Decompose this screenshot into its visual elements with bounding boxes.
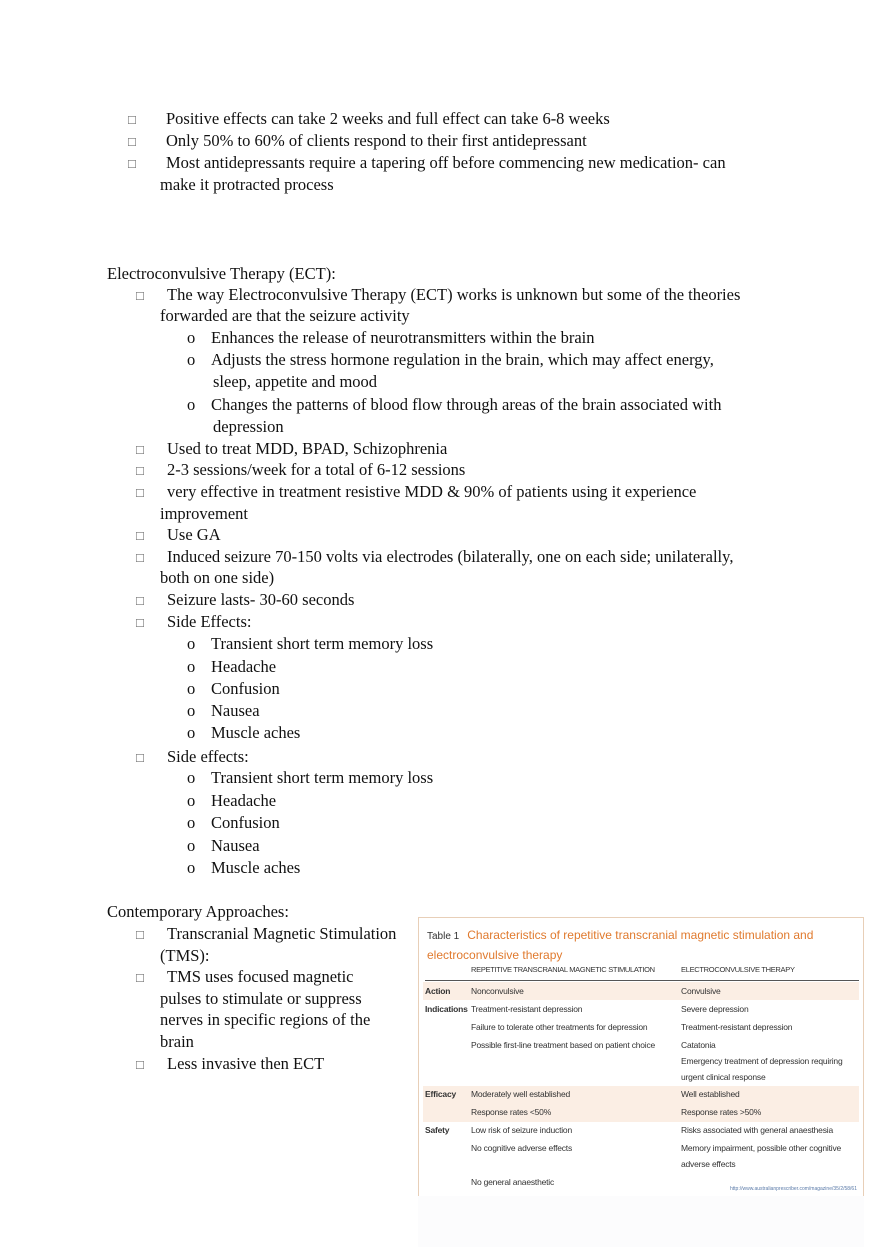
table-cell: urgent clinical response [681,1072,766,1082]
bullet-icon: ☐ [135,530,145,543]
bullet-icon: ☐ [135,972,145,985]
bullet-icon: ☐ [135,487,145,500]
bullet-icon: ☐ [135,595,145,608]
sub-bullet-icon: o [187,791,196,810]
sub-list-item: Nausea [211,836,260,855]
sub-bullet-icon: o [187,395,196,414]
row-label-action: Action [425,986,451,996]
row-label-indications: Indications [425,1004,468,1014]
table-title-line-1: Characteristics of repetitive transcranial magnetic stimulation and [467,928,814,942]
table-cell: Memory impairment, possible other cognitive [681,1143,842,1153]
table-cell: Possible first-line treatment based on patient choice [471,1040,656,1050]
table-cell: Response rates <50% [471,1107,552,1117]
bullet-icon: ☐ [135,1059,145,1072]
sub-list-item: Transient short term memory loss [211,768,434,787]
table-cell: Nonconvulsive [471,986,524,996]
list-item: TMS uses focused magnetic [167,967,354,986]
bullet-icon: ☐ [127,158,137,171]
table-cell: Well established [681,1089,740,1099]
comparison-table-image [418,917,864,1197]
sub-list-item: Headache [211,657,277,676]
sub-bullet-icon: o [187,768,196,787]
sub-bullet-icon: o [187,858,196,877]
list-item-continuation: nerves in specific regions of the [160,1010,371,1029]
list-item: 2-3 sessions/week for a total of 6-12 sessions [167,460,466,479]
list-item: Seizure lasts- 30-60 seconds [167,590,355,609]
section-heading: Contemporary Approaches: [107,902,289,921]
sub-list-item-continuation: sleep, appetite and mood [213,372,378,391]
list-item: The way Electroconvulsive Therapy (ECT) works is unknown but some of the theories [167,285,741,304]
list-item: Used to treat MDD, BPAD, Schizophrenia [167,439,448,458]
bullet-icon: ☐ [135,617,145,630]
sub-bullet-icon: o [187,813,196,832]
sub-bullet-icon: o [187,350,196,369]
list-item: Transcranial Magnetic Stimulation [167,924,397,943]
list-item: Most antidepressants require a tapering off before commencing new medication- can [166,153,726,172]
sub-bullet-icon: o [187,701,196,720]
image-bottom-margin [418,1196,864,1247]
sub-list-item: Adjusts the stress hormone regulation in the brain, which may affect energy, [211,350,714,369]
source-link[interactable]: http://www.australianprescriber.com/magazine/35/2/58/61 [729,1186,857,1192]
table-cell: No general anaesthetic [471,1177,555,1187]
list-item: Positive effects can take 2 weeks and full effect can take 6-8 weeks [166,109,610,128]
sub-list-item: Confusion [211,813,280,832]
list-item: very effective in treatment resistive MDD & 90% of patients using it experience [167,482,697,501]
list-item: Side effects: [167,747,249,766]
table-cell: Response rates >50% [681,1107,762,1117]
row-label-safety: Safety [425,1125,450,1135]
sub-bullet-icon: o [187,723,196,742]
sub-list-item: Muscle aches [211,723,301,742]
sub-bullet-icon: o [187,679,196,698]
bullet-icon: ☐ [135,465,145,478]
list-item: Induced seizure 70-150 volts via electrodes (bilaterally, one on each side; unilaterally, [167,547,734,566]
list-item-continuation: (TMS): [160,946,210,965]
bullet-icon: ☐ [127,136,137,149]
list-item: Only 50% to 60% of clients respond to their first antidepressant [166,131,587,150]
table-cell: Low risk of seizure induction [471,1125,572,1135]
column-header-rtms: REPETITIVE TRANSCRANIAL MAGNETIC STIMULATION [471,965,655,974]
column-header-ect: ELECTROCONVULSIVE THERAPY [681,965,795,974]
section-heading: Electroconvulsive Therapy (ECT): [107,264,336,283]
sub-list-item-continuation: depression [213,417,284,436]
table-cell: Emergency treatment of depression requiring [681,1056,843,1066]
sub-bullet-icon: o [187,657,196,676]
table-title-line-2: electroconvulsive therapy [427,948,563,962]
list-item: Side Effects: [167,612,252,631]
table-cell: Moderately well established [471,1089,571,1099]
sub-list-item: Nausea [211,701,260,720]
bullet-icon: ☐ [135,444,145,457]
list-item: Less invasive then ECT [167,1054,325,1073]
list-item-continuation: forwarded are that the seizure activity [160,306,410,325]
bullet-icon: ☐ [135,290,145,303]
list-item-continuation: brain [160,1032,194,1051]
table-cell: Failure to tolerate other treatments for depression [471,1022,648,1032]
bullet-icon: ☐ [135,552,145,565]
table-cell: Convulsive [681,986,721,996]
row-label-efficacy: Efficacy [425,1089,457,1099]
sub-list-item: Confusion [211,679,280,698]
bullet-icon: ☐ [127,114,137,127]
list-item-continuation: make it protracted process [160,175,334,194]
bullet-icon: ☐ [135,929,145,942]
header-rule [425,980,859,981]
list-item-continuation: improvement [160,504,248,523]
table-cell: Severe depression [681,1004,749,1014]
sub-list-item: Changes the patterns of blood flow through areas of the brain associated with [211,395,722,414]
sub-list-item: Transient short term memory loss [211,634,434,653]
table-cell: Treatment-resistant depression [681,1022,793,1032]
list-item-continuation: both on one side) [160,568,275,587]
sub-bullet-icon: o [187,634,196,653]
table-cell: Risks associated with general anaesthesia [681,1125,833,1135]
sub-list-item: Headache [211,791,277,810]
table-label: Table 1 [427,931,460,942]
list-item-continuation: pulses to stimulate or suppress [160,989,362,1008]
sub-bullet-icon: o [187,328,196,347]
table-cell: adverse effects [681,1159,736,1169]
bullet-icon: ☐ [135,752,145,765]
sub-list-item: Enhances the release of neurotransmitters within the brain [211,328,595,347]
table-cell: No cognitive adverse effects [471,1143,573,1153]
sub-bullet-icon: o [187,836,196,855]
table-cell: Treatment-resistant depression [471,1004,583,1014]
table-cell: Catatonia [681,1040,716,1050]
table-title [427,926,857,964]
list-item: Use GA [167,525,221,544]
sub-list-item: Muscle aches [211,858,301,877]
